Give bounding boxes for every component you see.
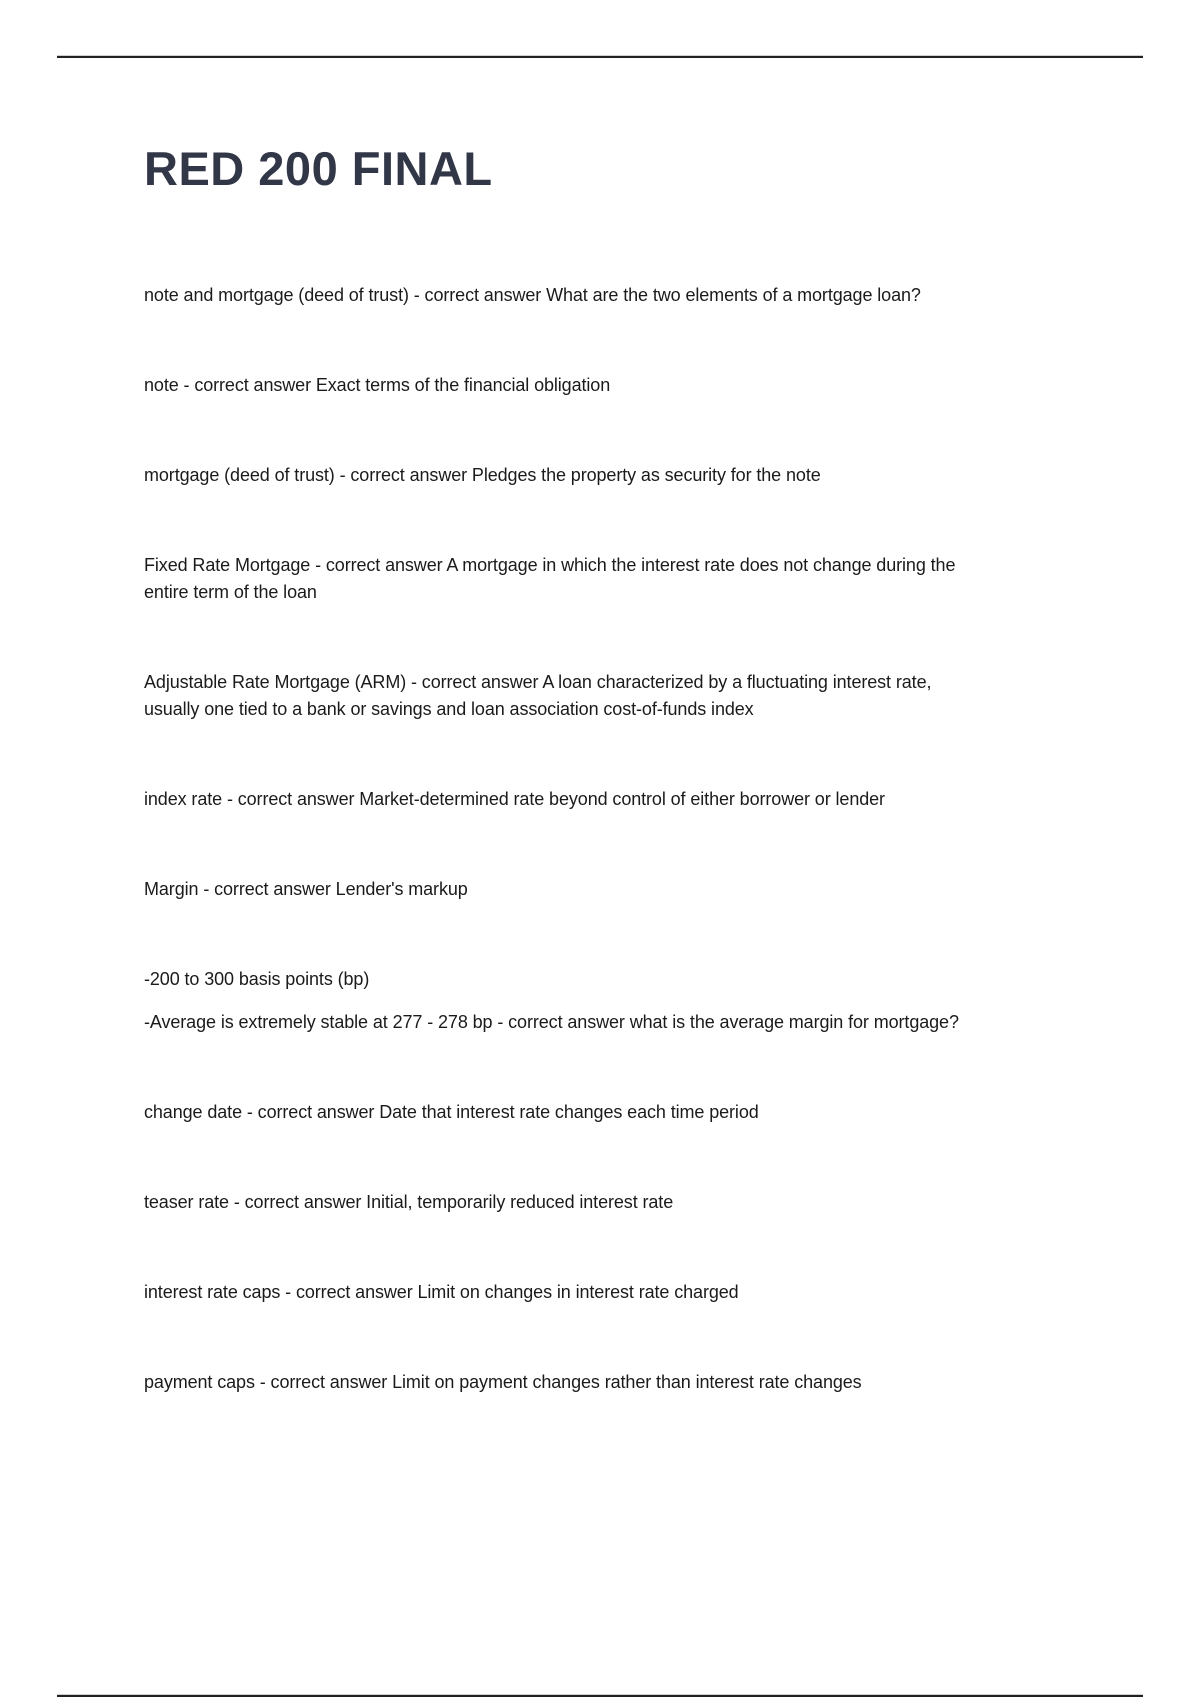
paragraph — [144, 282, 1074, 309]
paragraph — [144, 1189, 1074, 1216]
paragraph-line: entire term of the loan — [144, 582, 317, 602]
paragraph — [144, 966, 1074, 993]
paragraph-line: interest rate caps - correct answer Limit on changes in interest rate charged — [144, 1282, 739, 1302]
paragraph-line: -200 to 300 basis points (bp) — [144, 969, 370, 989]
paragraph — [144, 552, 1074, 606]
paragraph-line: mortgage (deed of trust) - correct answer Pledges the property as security for the note — [144, 465, 821, 485]
paragraph-line: usually one tied to a bank or savings and loan association cost-of-funds index — [144, 699, 754, 719]
paragraph-line: index rate - correct answer Market-determined rate beyond control of either borrower or lender — [144, 789, 885, 809]
paragraph — [144, 1099, 1074, 1126]
paragraph-line: teaser rate - correct answer Initial, temporarily reduced interest rate — [144, 1192, 674, 1212]
paragraph-line: note - correct answer Exact terms of the financial obligation — [144, 375, 611, 395]
paragraph-line: Adjustable Rate Mortgage (ARM) - correct answer A loan characterized by a fluctuating interest rate, — [144, 672, 932, 692]
paragraph — [144, 462, 1074, 489]
paragraph — [144, 669, 1074, 723]
page-top-rule — [57, 56, 1143, 58]
paragraph — [144, 372, 1074, 399]
paragraph-line: Fixed Rate Mortgage - correct answer A mortgage in which the interest rate does not change during the — [144, 555, 956, 575]
paragraph-line: Margin - correct answer Lender's markup — [144, 879, 468, 899]
document-content — [144, 142, 1074, 1459]
page-title: RED 200 FINAL — [144, 142, 493, 195]
paragraph — [144, 1369, 1074, 1396]
document-body — [144, 282, 1074, 1396]
paragraph-line: note and mortgage (deed of trust) - correct answer What are the two elements of a mortgage loan? — [144, 285, 921, 305]
paragraph — [144, 876, 1074, 903]
paragraph-line: payment caps - correct answer Limit on payment changes rather than interest rate changes — [144, 1372, 862, 1392]
paragraph — [144, 1009, 1074, 1036]
paragraph-line: change date - correct answer Date that interest rate changes each time period — [144, 1102, 759, 1122]
page-bottom-rule — [57, 1695, 1143, 1697]
paragraph — [144, 786, 1074, 813]
paragraph-line: -Average is extremely stable at 277 - 278 bp - correct answer what is the average margin for mortgage? — [144, 1012, 959, 1032]
paragraph — [144, 1279, 1074, 1306]
